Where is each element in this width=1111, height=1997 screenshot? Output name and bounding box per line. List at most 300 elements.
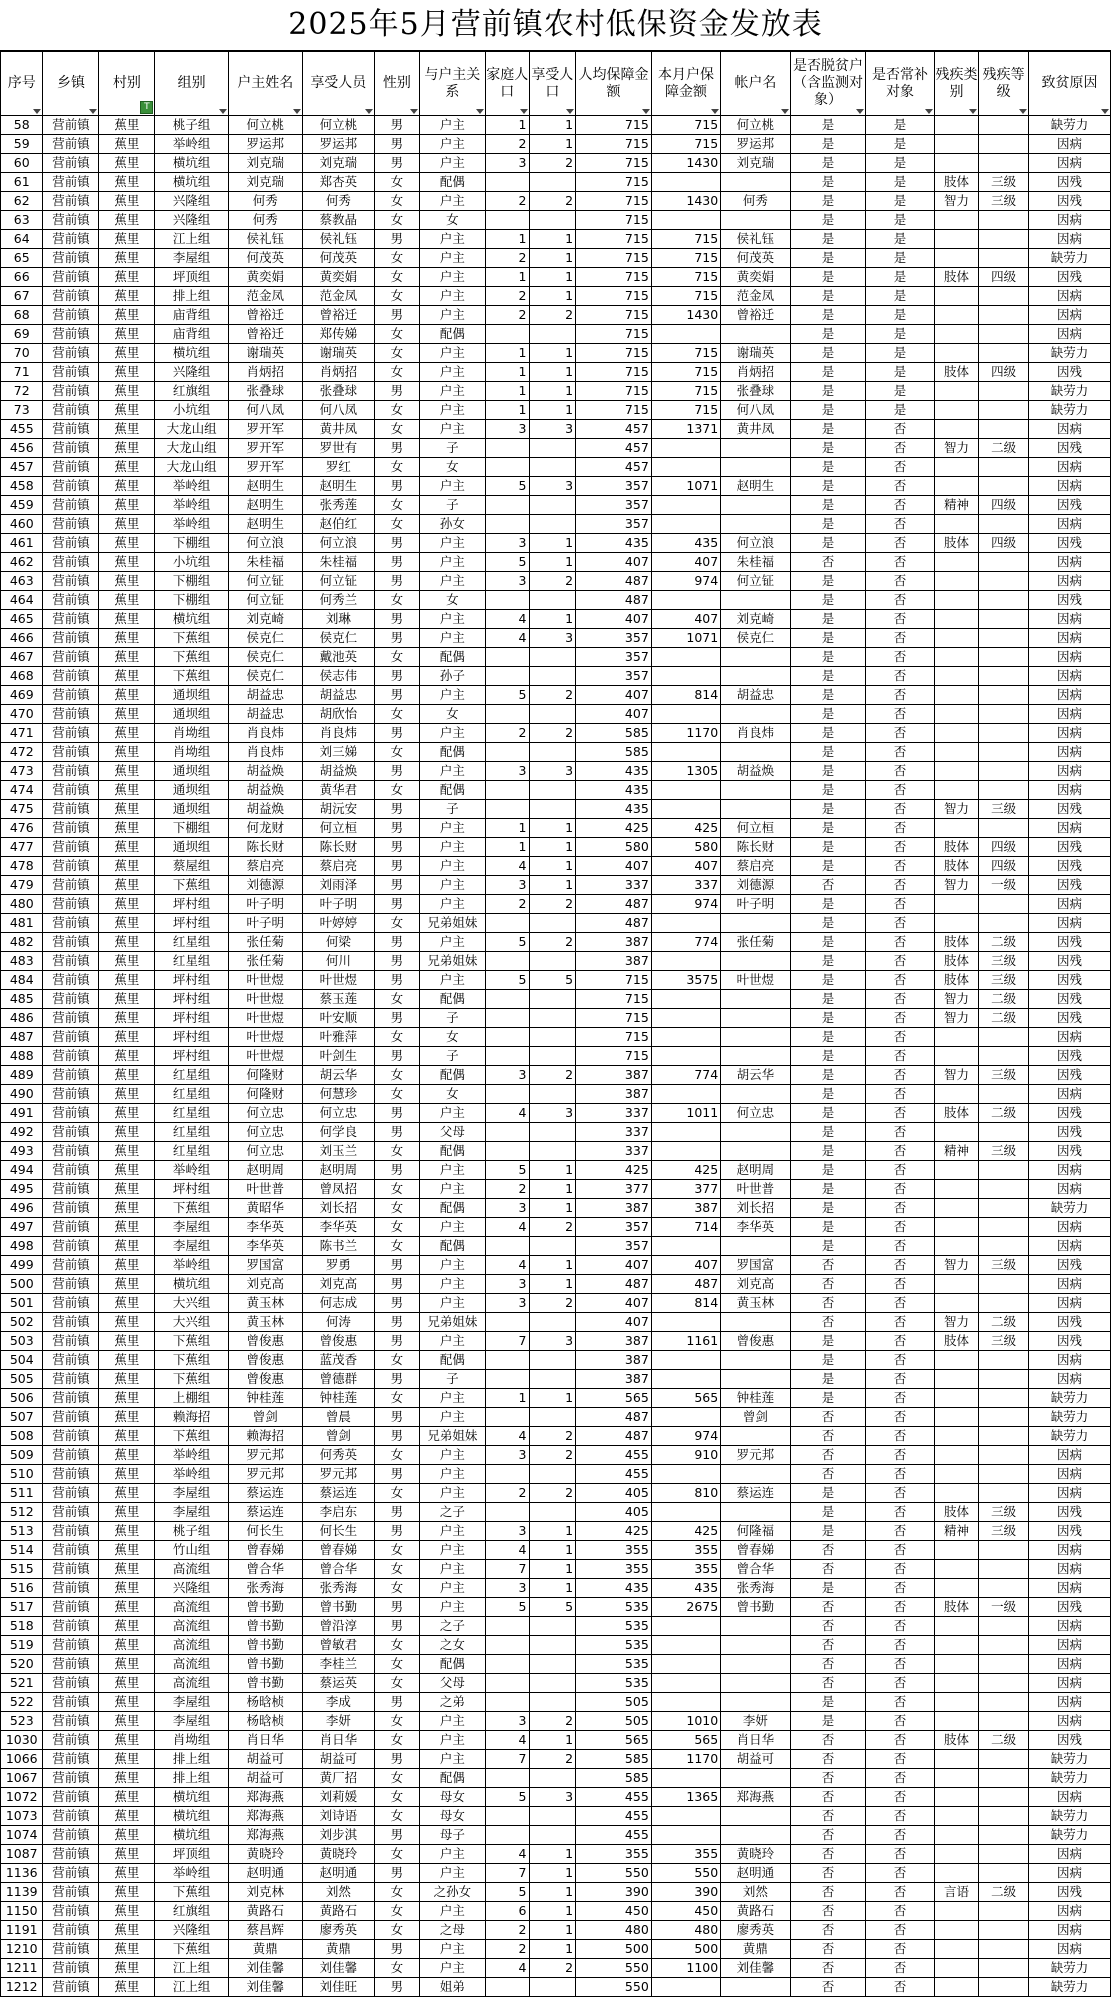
table-cell[interactable]: 营前镇 — [43, 420, 99, 439]
table-cell[interactable]: 715 — [576, 287, 652, 306]
table-cell[interactable]: 否 — [866, 420, 934, 439]
table-cell[interactable]: 横坑组 — [155, 1788, 229, 1807]
table-cell[interactable]: 张秀海 — [228, 1579, 302, 1598]
table-cell[interactable] — [721, 1674, 790, 1693]
table-cell[interactable]: 营前镇 — [43, 553, 99, 572]
table-cell[interactable]: 2 — [485, 306, 529, 325]
table-cell[interactable]: 营前镇 — [43, 154, 99, 173]
table-cell[interactable]: 974 — [651, 895, 720, 914]
table-cell[interactable]: 否 — [790, 1883, 866, 1902]
table-cell[interactable]: 下蕉组 — [155, 1883, 229, 1902]
table-cell[interactable]: 男 — [375, 1617, 420, 1636]
table-cell[interactable]: 营前镇 — [43, 1522, 99, 1541]
table-cell[interactable] — [651, 1674, 720, 1693]
table-cell[interactable]: 425 — [576, 1522, 652, 1541]
table-cell[interactable]: 蕉里 — [99, 1560, 155, 1579]
table-cell[interactable]: 配偶 — [419, 990, 485, 1009]
table-cell[interactable]: 1010 — [651, 1712, 720, 1731]
table-cell[interactable]: 否 — [790, 1313, 866, 1332]
table-cell[interactable]: 罗国富 — [721, 1256, 790, 1275]
table-cell[interactable]: 高流组 — [155, 1674, 229, 1693]
table-cell[interactable]: 刘玉兰 — [302, 1142, 375, 1161]
table-cell[interactable] — [721, 1047, 790, 1066]
table-cell[interactable]: 二级 — [979, 933, 1029, 952]
table-cell[interactable]: 1 — [529, 534, 576, 553]
table-cell[interactable]: 蔡运连 — [721, 1484, 790, 1503]
table-cell[interactable]: 精神 — [934, 1142, 979, 1161]
table-cell[interactable]: 蕉里 — [99, 211, 155, 230]
table-cell[interactable] — [529, 1085, 576, 1104]
table-cell[interactable]: 蕉里 — [99, 116, 155, 135]
table-cell[interactable]: 1 — [529, 249, 576, 268]
table-cell[interactable] — [979, 1579, 1029, 1598]
table-cell[interactable]: 男 — [375, 1370, 420, 1389]
table-cell[interactable]: 511 — [1, 1484, 43, 1503]
table-cell[interactable] — [485, 1370, 529, 1389]
table-cell[interactable]: 65 — [1, 249, 43, 268]
table-cell[interactable]: 否 — [790, 1807, 866, 1826]
table-cell[interactable]: 坪村组 — [155, 1047, 229, 1066]
table-cell[interactable]: 1 — [485, 382, 529, 401]
table-cell[interactable]: 侯礼钰 — [721, 230, 790, 249]
table-cell[interactable]: 5 — [485, 1598, 529, 1617]
table-cell[interactable]: 刘步淇 — [302, 1826, 375, 1845]
column-header[interactable] — [228, 52, 302, 116]
table-cell[interactable]: 是 — [790, 344, 866, 363]
table-cell[interactable] — [934, 1218, 979, 1237]
table-cell[interactable]: 否 — [790, 1636, 866, 1655]
table-cell[interactable]: 否 — [790, 1427, 866, 1446]
table-cell[interactable]: 曾合华 — [302, 1560, 375, 1579]
table-cell[interactable]: 387 — [651, 1199, 720, 1218]
table-cell[interactable]: 缺劳力 — [1029, 1389, 1111, 1408]
table-cell[interactable] — [934, 1427, 979, 1446]
table-cell[interactable]: 女 — [375, 1769, 420, 1788]
table-cell[interactable]: 刘然 — [302, 1883, 375, 1902]
table-cell[interactable]: 杨晗桢 — [228, 1693, 302, 1712]
table-cell[interactable]: 曾俊惠 — [228, 1370, 302, 1389]
table-cell[interactable]: 62 — [1, 192, 43, 211]
table-cell[interactable]: 罗运邦 — [721, 135, 790, 154]
table-cell[interactable]: 女 — [375, 1731, 420, 1750]
table-cell[interactable] — [979, 154, 1029, 173]
table-cell[interactable]: 肖坳组 — [155, 1731, 229, 1750]
table-cell[interactable]: 配偶 — [419, 1655, 485, 1674]
table-cell[interactable]: 下蕉组 — [155, 1199, 229, 1218]
table-cell[interactable]: 455 — [576, 1826, 652, 1845]
table-cell[interactable]: 70 — [1, 344, 43, 363]
table-cell[interactable]: 否 — [866, 648, 934, 667]
table-cell[interactable]: 坪村组 — [155, 895, 229, 914]
table-cell[interactable] — [979, 1085, 1029, 1104]
table-cell[interactable]: 朱桂福 — [228, 553, 302, 572]
table-cell[interactable]: 407 — [576, 610, 652, 629]
table-cell[interactable]: 子 — [419, 1370, 485, 1389]
table-cell[interactable]: 否 — [790, 1788, 866, 1807]
table-cell[interactable]: 否 — [866, 1484, 934, 1503]
table-cell[interactable] — [529, 1636, 576, 1655]
table-cell[interactable]: 715 — [576, 249, 652, 268]
table-cell[interactable]: 因残 — [1029, 1142, 1111, 1161]
table-cell[interactable]: 496 — [1, 1199, 43, 1218]
table-cell[interactable]: 435 — [576, 534, 652, 553]
table-cell[interactable]: 715 — [576, 990, 652, 1009]
table-cell[interactable]: 500 — [576, 1940, 652, 1959]
table-cell[interactable]: 是 — [790, 154, 866, 173]
table-cell[interactable]: 黄华君 — [302, 781, 375, 800]
table-cell[interactable]: 何秀 — [228, 192, 302, 211]
table-cell[interactable]: 女 — [419, 458, 485, 477]
table-cell[interactable] — [651, 1123, 720, 1142]
filter-dropdown-icon[interactable] — [925, 109, 933, 114]
table-cell[interactable]: 刘克高 — [721, 1275, 790, 1294]
table-cell[interactable]: 女 — [375, 344, 420, 363]
table-cell[interactable]: 是 — [790, 306, 866, 325]
table-cell[interactable]: 配偶 — [419, 1769, 485, 1788]
table-cell[interactable] — [934, 1655, 979, 1674]
table-cell[interactable]: 蕉里 — [99, 344, 155, 363]
table-cell[interactable]: 蕉里 — [99, 135, 155, 154]
table-cell[interactable]: 蕉里 — [99, 496, 155, 515]
table-cell[interactable]: 4 — [485, 1218, 529, 1237]
table-cell[interactable]: 否 — [866, 1522, 934, 1541]
table-cell[interactable]: 黄鼎 — [302, 1940, 375, 1959]
table-cell[interactable]: 715 — [576, 344, 652, 363]
table-cell[interactable]: 5 — [485, 553, 529, 572]
table-cell[interactable]: 464 — [1, 591, 43, 610]
table-cell[interactable]: 男 — [375, 686, 420, 705]
table-cell[interactable]: 是 — [790, 971, 866, 990]
table-cell[interactable]: 435 — [651, 1579, 720, 1598]
table-cell[interactable]: 487 — [576, 914, 652, 933]
table-cell[interactable]: 因残 — [1029, 876, 1111, 895]
table-cell[interactable]: 是 — [790, 705, 866, 724]
table-cell[interactable]: 刘佳馨 — [302, 1959, 375, 1978]
table-cell[interactable]: 大龙山组 — [155, 439, 229, 458]
table-cell[interactable]: 是 — [866, 211, 934, 230]
table-cell[interactable]: 之子 — [419, 1617, 485, 1636]
table-cell[interactable]: 范金凤 — [721, 287, 790, 306]
table-cell[interactable]: 450 — [651, 1902, 720, 1921]
table-cell[interactable]: 刘克崎 — [228, 610, 302, 629]
table-cell[interactable]: 337 — [576, 876, 652, 895]
table-cell[interactable] — [934, 1807, 979, 1826]
table-cell[interactable]: 罗红 — [302, 458, 375, 477]
table-cell[interactable] — [529, 743, 576, 762]
table-cell[interactable]: 是 — [790, 515, 866, 534]
table-cell[interactable]: 504 — [1, 1351, 43, 1370]
table-cell[interactable]: 刘德源 — [721, 876, 790, 895]
table-cell[interactable]: 黄玉林 — [228, 1313, 302, 1332]
table-cell[interactable]: 营前镇 — [43, 1921, 99, 1940]
table-cell[interactable]: 456 — [1, 439, 43, 458]
table-cell[interactable]: 3 — [529, 762, 576, 781]
table-cell[interactable]: 475 — [1, 800, 43, 819]
table-cell[interactable]: 否 — [790, 1465, 866, 1484]
table-cell[interactable] — [721, 1237, 790, 1256]
table-cell[interactable]: 女 — [375, 192, 420, 211]
table-cell[interactable]: 罗运邦 — [302, 135, 375, 154]
table-cell[interactable]: 横坑组 — [155, 610, 229, 629]
table-cell[interactable]: 营前镇 — [43, 1427, 99, 1446]
table-cell[interactable]: 三级 — [979, 173, 1029, 192]
table-cell[interactable]: 营前镇 — [43, 401, 99, 420]
table-cell[interactable]: 5 — [529, 971, 576, 990]
table-cell[interactable]: 女 — [375, 1484, 420, 1503]
table-cell[interactable]: 473 — [1, 762, 43, 781]
table-cell[interactable]: 胡益忠 — [228, 686, 302, 705]
table-cell[interactable]: 何立钲 — [228, 591, 302, 610]
table-cell[interactable]: 缺劳力 — [1029, 344, 1111, 363]
table-cell[interactable]: 否 — [866, 1275, 934, 1294]
table-cell[interactable]: 营前镇 — [43, 1712, 99, 1731]
table-cell[interactable]: 杨晗桢 — [228, 1712, 302, 1731]
table-cell[interactable]: 何八凤 — [721, 401, 790, 420]
table-cell[interactable]: 因病 — [1029, 1275, 1111, 1294]
table-cell[interactable]: 1 — [529, 135, 576, 154]
table-cell[interactable]: 配偶 — [419, 1066, 485, 1085]
table-cell[interactable]: 营前镇 — [43, 1123, 99, 1142]
table-cell[interactable]: 罗开军 — [228, 420, 302, 439]
table-cell[interactable]: 因残 — [1029, 591, 1111, 610]
table-cell[interactable]: 1 — [529, 344, 576, 363]
table-cell[interactable]: 1073 — [1, 1807, 43, 1826]
table-cell[interactable]: 大龙山组 — [155, 458, 229, 477]
table-cell[interactable]: 黄昭华 — [228, 1199, 302, 1218]
table-cell[interactable] — [934, 819, 979, 838]
table-cell[interactable]: 3 — [485, 534, 529, 553]
table-cell[interactable]: 5 — [485, 971, 529, 990]
table-cell[interactable]: 407 — [651, 610, 720, 629]
table-cell[interactable]: 否 — [866, 990, 934, 1009]
table-cell[interactable]: 否 — [866, 1750, 934, 1769]
table-cell[interactable]: 女 — [375, 325, 420, 344]
table-cell[interactable]: 刘佳馨 — [228, 1959, 302, 1978]
table-cell[interactable]: 387 — [576, 1085, 652, 1104]
table-cell[interactable]: 女 — [419, 211, 485, 230]
table-cell[interactable] — [934, 1028, 979, 1047]
table-cell[interactable]: 通坝组 — [155, 705, 229, 724]
table-cell[interactable]: 何长生 — [302, 1522, 375, 1541]
table-cell[interactable]: 487 — [576, 1275, 652, 1294]
table-cell[interactable]: 侯克仁 — [228, 667, 302, 686]
table-cell[interactable] — [934, 1541, 979, 1560]
table-cell[interactable]: 曾剑 — [721, 1408, 790, 1427]
table-cell[interactable]: 营前镇 — [43, 439, 99, 458]
table-cell[interactable]: 桃子组 — [155, 116, 229, 135]
table-cell[interactable] — [721, 1351, 790, 1370]
table-cell[interactable]: 三级 — [979, 1503, 1029, 1522]
table-cell[interactable] — [651, 648, 720, 667]
table-cell[interactable]: 配偶 — [419, 648, 485, 667]
table-cell[interactable]: 营前镇 — [43, 1902, 99, 1921]
table-cell[interactable]: 营前镇 — [43, 743, 99, 762]
table-cell[interactable]: 男 — [375, 933, 420, 952]
table-cell[interactable]: 女 — [375, 1446, 420, 1465]
table-cell[interactable]: 何慧珍 — [302, 1085, 375, 1104]
table-cell[interactable]: 514 — [1, 1541, 43, 1560]
table-cell[interactable]: 肢体 — [934, 838, 979, 857]
table-cell[interactable] — [529, 1351, 576, 1370]
table-cell[interactable] — [651, 1047, 720, 1066]
table-cell[interactable] — [529, 1826, 576, 1845]
table-cell[interactable]: 是 — [790, 781, 866, 800]
table-cell[interactable]: 孙女 — [419, 515, 485, 534]
table-cell[interactable]: 否 — [866, 1712, 934, 1731]
filter-dropdown-icon[interactable] — [1019, 109, 1027, 114]
table-cell[interactable]: 1 — [529, 610, 576, 629]
table-cell[interactable]: 户主 — [419, 1845, 485, 1864]
table-cell[interactable]: 1 — [529, 1389, 576, 1408]
table-cell[interactable] — [934, 1161, 979, 1180]
table-cell[interactable]: 蕉里 — [99, 1446, 155, 1465]
table-cell[interactable]: 胡沅安 — [302, 800, 375, 819]
table-cell[interactable]: 因病 — [1029, 1921, 1111, 1940]
table-cell[interactable]: 横坑组 — [155, 1807, 229, 1826]
table-cell[interactable]: 否 — [866, 1199, 934, 1218]
table-cell[interactable] — [934, 762, 979, 781]
column-header[interactable] — [1029, 52, 1111, 116]
table-cell[interactable]: 否 — [790, 1921, 866, 1940]
table-cell[interactable] — [529, 1009, 576, 1028]
table-cell[interactable]: 715 — [576, 116, 652, 135]
table-cell[interactable]: 715 — [651, 135, 720, 154]
table-cell[interactable] — [934, 1180, 979, 1199]
table-cell[interactable]: 兴隆组 — [155, 1921, 229, 1940]
table-cell[interactable]: 胡益可 — [302, 1750, 375, 1769]
table-cell[interactable] — [529, 648, 576, 667]
table-cell[interactable]: 蕉里 — [99, 1503, 155, 1522]
table-cell[interactable] — [979, 116, 1029, 135]
table-cell[interactable]: 1191 — [1, 1921, 43, 1940]
table-cell[interactable]: 户主 — [419, 838, 485, 857]
table-cell[interactable]: 何涛 — [302, 1313, 375, 1332]
table-cell[interactable]: 赵伯红 — [302, 515, 375, 534]
table-cell[interactable]: 坪顶组 — [155, 1845, 229, 1864]
table-cell[interactable] — [651, 496, 720, 515]
table-cell[interactable]: 张叠球 — [228, 382, 302, 401]
table-cell[interactable]: 户主 — [419, 477, 485, 496]
table-cell[interactable] — [979, 1655, 1029, 1674]
table-cell[interactable]: 二级 — [979, 990, 1029, 1009]
table-cell[interactable]: 二级 — [979, 1009, 1029, 1028]
table-cell[interactable]: 高流组 — [155, 1636, 229, 1655]
table-cell[interactable] — [934, 1902, 979, 1921]
table-cell[interactable]: 配偶 — [419, 325, 485, 344]
table-cell[interactable]: 1170 — [651, 1750, 720, 1769]
table-cell[interactable]: 男 — [375, 439, 420, 458]
table-cell[interactable]: 715 — [576, 1047, 652, 1066]
table-cell[interactable]: 484 — [1, 971, 43, 990]
table-cell[interactable] — [721, 1465, 790, 1484]
table-cell[interactable]: 户主 — [419, 686, 485, 705]
table-cell[interactable]: 曾德群 — [302, 1370, 375, 1389]
table-cell[interactable]: 户主 — [419, 135, 485, 154]
table-cell[interactable]: 493 — [1, 1142, 43, 1161]
table-cell[interactable]: 否 — [866, 1845, 934, 1864]
table-cell[interactable]: 463 — [1, 572, 43, 591]
table-cell[interactable]: 1 — [529, 1921, 576, 1940]
table-cell[interactable]: 因残 — [1029, 363, 1111, 382]
table-cell[interactable]: 是 — [790, 1066, 866, 1085]
table-cell[interactable]: 因残 — [1029, 192, 1111, 211]
table-cell[interactable]: 585 — [576, 743, 652, 762]
table-cell[interactable]: 因病 — [1029, 914, 1111, 933]
table-cell[interactable]: 肢体 — [934, 534, 979, 553]
table-cell[interactable]: 户主 — [419, 154, 485, 173]
table-cell[interactable] — [721, 800, 790, 819]
table-cell[interactable]: 何立钲 — [228, 572, 302, 591]
table-cell[interactable]: 407 — [576, 1256, 652, 1275]
table-cell[interactable]: 营前镇 — [43, 686, 99, 705]
table-cell[interactable]: 425 — [651, 1161, 720, 1180]
table-cell[interactable]: 排上组 — [155, 287, 229, 306]
table-cell[interactable] — [934, 1465, 979, 1484]
table-cell[interactable]: 2 — [485, 1484, 529, 1503]
table-cell[interactable]: 355 — [576, 1541, 652, 1560]
table-cell[interactable]: 435 — [576, 800, 652, 819]
table-cell[interactable]: 否 — [866, 1503, 934, 1522]
table-cell[interactable]: 户主 — [419, 534, 485, 553]
table-cell[interactable] — [979, 1294, 1029, 1313]
table-cell[interactable]: 2 — [529, 1446, 576, 1465]
table-cell[interactable]: 1211 — [1, 1959, 43, 1978]
table-cell[interactable]: 侯克仁 — [721, 629, 790, 648]
table-cell[interactable]: 715 — [576, 306, 652, 325]
table-cell[interactable] — [979, 1484, 1029, 1503]
table-cell[interactable]: 是 — [866, 382, 934, 401]
table-cell[interactable]: 1139 — [1, 1883, 43, 1902]
table-cell[interactable] — [529, 1693, 576, 1712]
table-cell[interactable]: 肖良炜 — [302, 724, 375, 743]
table-cell[interactable]: 营前镇 — [43, 1750, 99, 1769]
table-cell[interactable]: 户主 — [419, 1484, 485, 1503]
table-cell[interactable]: 朱桂福 — [721, 553, 790, 572]
table-cell[interactable]: 是 — [790, 1085, 866, 1104]
table-cell[interactable]: 565 — [651, 1731, 720, 1750]
table-cell[interactable]: 曾春娣 — [302, 1541, 375, 1560]
table-cell[interactable]: 5 — [485, 477, 529, 496]
table-cell[interactable]: 男 — [375, 667, 420, 686]
table-cell[interactable]: 何立忠 — [228, 1104, 302, 1123]
table-cell[interactable]: 高流组 — [155, 1560, 229, 1579]
table-cell[interactable]: 否 — [866, 496, 934, 515]
table-cell[interactable]: 否 — [866, 1579, 934, 1598]
filter-dropdown-icon[interactable] — [365, 109, 373, 114]
table-cell[interactable]: 蕉里 — [99, 1712, 155, 1731]
table-cell[interactable]: 蕉里 — [99, 553, 155, 572]
table-cell[interactable]: 蕉里 — [99, 800, 155, 819]
table-cell[interactable]: 2 — [485, 1940, 529, 1959]
table-cell[interactable]: 男 — [375, 971, 420, 990]
table-cell[interactable]: 否 — [866, 1864, 934, 1883]
table-cell[interactable]: 户主 — [419, 363, 485, 382]
table-cell[interactable]: 715 — [576, 401, 652, 420]
table-cell[interactable] — [934, 1389, 979, 1408]
table-cell[interactable]: 蕉里 — [99, 458, 155, 477]
table-cell[interactable]: 因病 — [1029, 819, 1111, 838]
table-cell[interactable]: 蔡运连 — [302, 1484, 375, 1503]
table-cell[interactable]: 因残 — [1029, 1104, 1111, 1123]
table-cell[interactable]: 配偶 — [419, 1351, 485, 1370]
table-cell[interactable]: 蕉里 — [99, 1389, 155, 1408]
table-cell[interactable]: 营前镇 — [43, 1636, 99, 1655]
table-cell[interactable]: 否 — [866, 1598, 934, 1617]
table-cell[interactable]: 精神 — [934, 496, 979, 515]
table-cell[interactable]: 2 — [529, 933, 576, 952]
table-cell[interactable]: 女 — [375, 1636, 420, 1655]
table-cell[interactable]: 7 — [485, 1332, 529, 1351]
